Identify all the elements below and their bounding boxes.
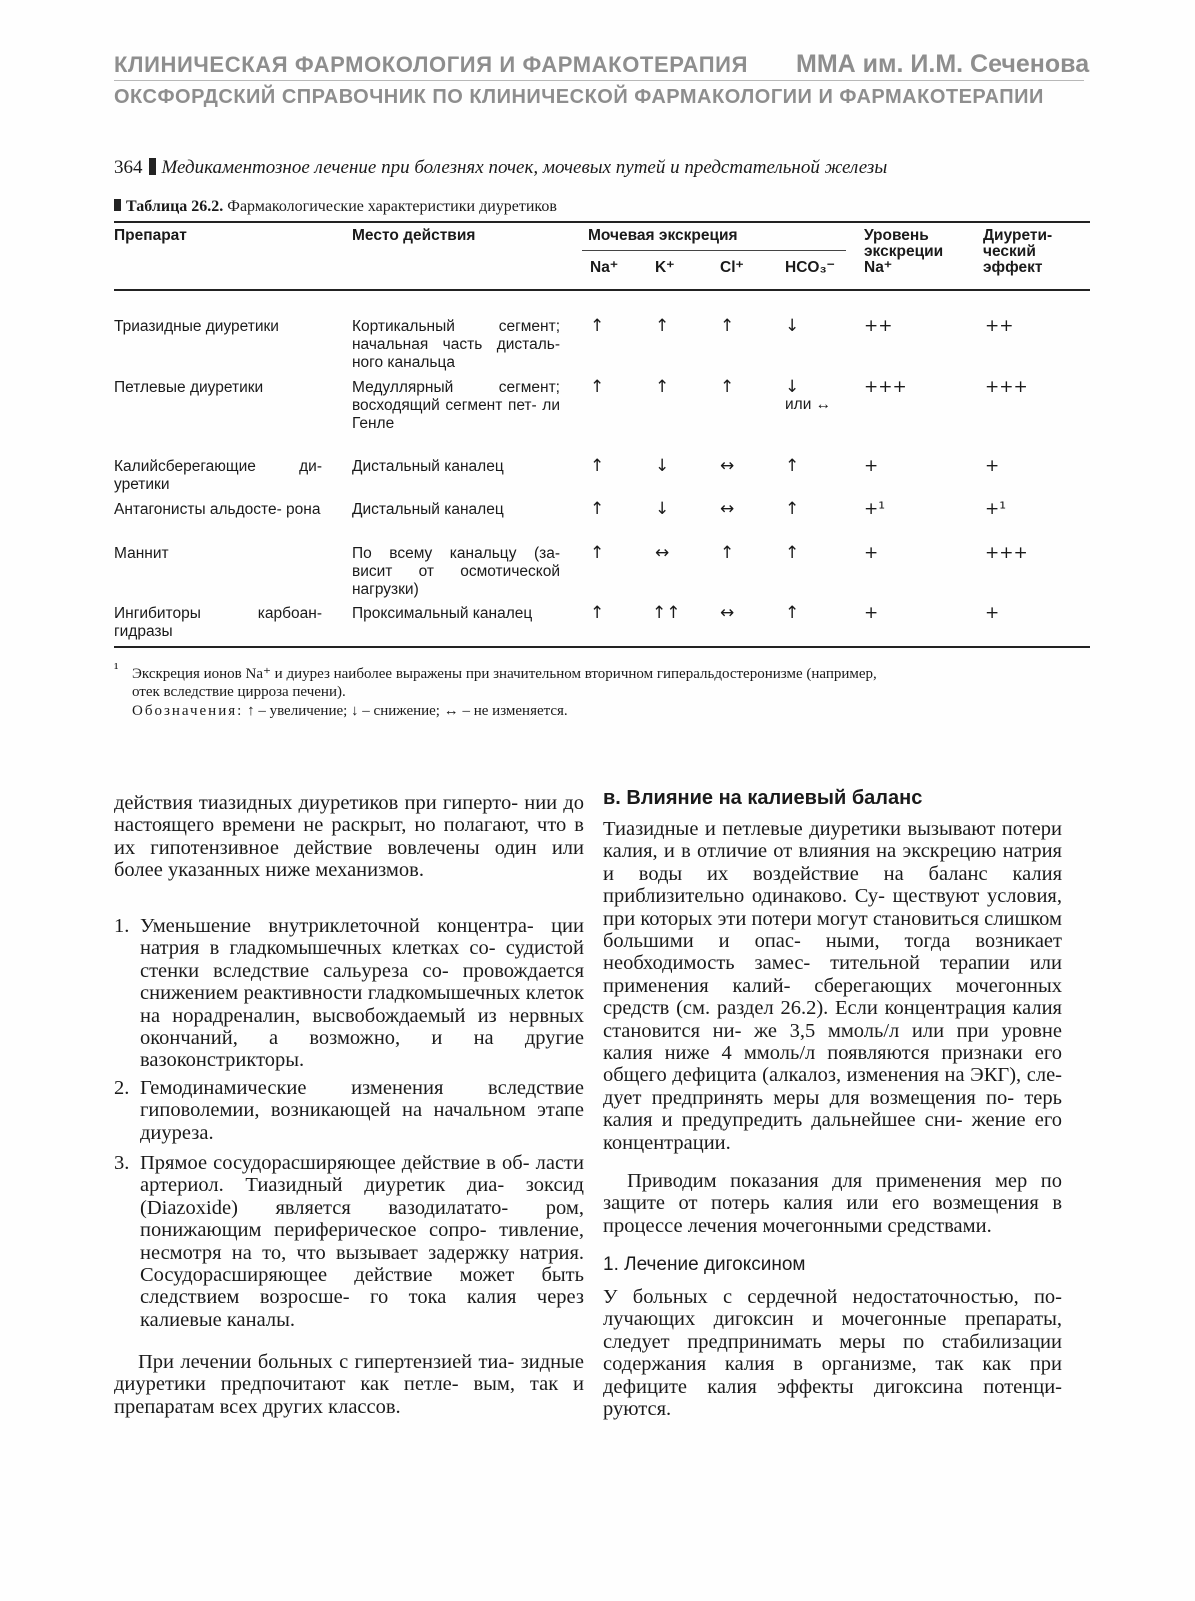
table-cell-hco3: ↑ bbox=[785, 543, 800, 563]
col-header-effect-line2: ческий bbox=[983, 243, 1036, 260]
col-header-level-line1: Уровень bbox=[864, 227, 929, 244]
header-divider bbox=[114, 80, 1084, 81]
table-cell-effect: +++ bbox=[985, 377, 1028, 397]
item-number: 3. bbox=[114, 1152, 130, 1174]
table-cell-cl: ↑ bbox=[720, 377, 735, 397]
table-cell-site: По всему канальцу (за- висит от осмотической нагрузки) bbox=[352, 545, 560, 598]
table-cell-drug: Маннит bbox=[114, 545, 169, 562]
table-cell-level: +¹ bbox=[864, 499, 886, 519]
left-intro-text: действия тиазидных диуретиков при гиперто- нии до настоящего времени не раскрыт, но полагают, что в их гипотензивное действие вовлечены один или более указанных ниже механизмов. bbox=[114, 792, 584, 882]
table-cell-site: Дистальный каналец bbox=[352, 501, 504, 518]
table-caption bbox=[114, 198, 557, 216]
table-top-rule bbox=[114, 221, 1090, 223]
table-cell-level: ++ bbox=[864, 316, 893, 336]
table-caption-text: Фармакологические характеристики диуретиков bbox=[227, 198, 557, 215]
table-cell-effect: + bbox=[985, 456, 1000, 476]
table-cell-hco3: ↓ bbox=[785, 377, 800, 397]
caption-marker bbox=[114, 199, 121, 211]
table-cell-cl: ↑ bbox=[720, 316, 735, 336]
table-cell-k: ↔ bbox=[655, 543, 670, 563]
table-cell-hco3: ↑ bbox=[785, 456, 800, 476]
subheading-digoxin: 1. Лечение дигоксином bbox=[603, 1254, 806, 1275]
table-header-rule bbox=[114, 289, 1090, 291]
table-cell-k: ↓ bbox=[655, 499, 670, 519]
table-cell-site: Медуллярный сегмент; восходящий сегмент пет- ли Генле bbox=[352, 379, 560, 432]
right-paragraph-1 bbox=[603, 818, 1062, 1154]
table-cell-na: ↑ bbox=[590, 377, 605, 397]
right-paragraph-3 bbox=[603, 1286, 1062, 1420]
running-head bbox=[114, 157, 887, 179]
col-header-level-line2: экскреции bbox=[864, 243, 944, 260]
right-paragraph-1-text: Тиазидные и петлевые диуретики вызывают потери калия, и в отличие от влияния на экскрецию натрия и воды их воздействие на баланс калия приблизительно одинаково. Су- ществуют условия, при которых эти потери могут становиться слишком большими и опас- ными, тогда возникает необходимость замес- тительной терапии или применения калий- сберегающих мочегонных средств (см. раздел 26.2). Если концентрация калия становится ни- же 3,5 ммоль/л или при уровне калия ниже 4 ммоль/л появляются признаки его общего дефицита (алкалоз, изменения на ЭКГ), сле- дует предпринять меры для возмещения по- терь калия и предупредить дальнейшее сни- жение его концентрации. bbox=[603, 818, 1062, 1154]
col-header-cl: Cl⁺ bbox=[720, 259, 744, 276]
table-cell-hco3: ↑ bbox=[785, 499, 800, 519]
col-header-drug: Препарат bbox=[114, 227, 187, 244]
table-cell-na: ↑ bbox=[590, 603, 605, 623]
table-cell-na: ↑ bbox=[590, 499, 605, 519]
table-cell-drug: Триазидные диуретики bbox=[114, 318, 279, 335]
table-cell-hco3: ↓ bbox=[785, 316, 800, 336]
header-title-right: ММА им. И.М. Сеченова bbox=[796, 50, 1090, 78]
table-cell-effect: ++ bbox=[985, 316, 1014, 336]
item-text: Гемодинамические изменения вследствие гиповолемии, возникающей на начальном этапе диуреза. bbox=[140, 1077, 584, 1144]
header-title-left: КЛИНИЧЕСКАЯ ФАРМОКОЛОГИЯ И ФАРМАКОТЕРАПИЯ bbox=[114, 52, 748, 77]
right-paragraph-2-text: Приводим показания для применения мер по защите от потерь калия или его возмещения в процессе лечения мочегонными средствами. bbox=[603, 1170, 1062, 1237]
col-header-effect-line1: Диурети- bbox=[983, 227, 1053, 244]
footnote-line2: отек вследствие цирроза печени). bbox=[132, 684, 346, 700]
table-cell-level: + bbox=[864, 603, 879, 623]
col-header-effect-line3: эффект bbox=[983, 259, 1043, 276]
table-cell-na: ↑ bbox=[590, 316, 605, 336]
table-cell-drug: Ингибиторы карбоан- гидразы bbox=[114, 605, 322, 640]
left-closing-paragraph bbox=[114, 1351, 584, 1418]
item-number: 1. bbox=[114, 915, 130, 937]
col-header-hco3: HCO₃⁻ bbox=[785, 259, 835, 276]
footnote-line1: Экскреция ионов Na⁺ и диурез наиболее выражены при значительном вторичном гиперальдостеронизме (например, bbox=[132, 666, 877, 682]
right-paragraph-3-text: У больных с сердечной недостаточностью, по- лучающих дигоксин и мочегонные препараты, следует предпринимать меры по стабилизации содержания калия в организме, так как при дефиците калия эффекты дигоксина потенци- руются. bbox=[603, 1286, 1062, 1421]
running-head-title: Медикаментозное лечение при болезнях почек, мочевых путей и предстательной железы bbox=[161, 157, 888, 178]
left-closing-text: При лечении больных с гипертензией тиа- зидные диуретики предпочитают как петле- вым, так и препаратам всех других классов. bbox=[114, 1351, 584, 1418]
table-cell-effect: +¹ bbox=[985, 499, 1007, 519]
table-legend bbox=[132, 703, 568, 720]
item-text: Уменьшение внутриклеточной концентра- ции натрия в гладкомышечных клетках со- судистой стенки вследствие сальуреза со- провождается снижением реактивности гладкомышечных клеток на норадреналин, высвобождаемый из нервных окончаний, а возможно, и на другие вазоконстрикторы. bbox=[140, 915, 584, 1072]
table-cell-k: ↑↑ bbox=[652, 603, 681, 623]
table-cell-site: Дистальный каналец bbox=[352, 458, 504, 475]
table-cell-k: ↑ bbox=[655, 377, 670, 397]
table-cell-cl: ↔ bbox=[720, 456, 735, 476]
section-heading-potassium: в. Влияние на калиевый баланс bbox=[603, 787, 923, 809]
col-header-effect bbox=[983, 228, 1052, 276]
footnote-mark: ¹ bbox=[114, 661, 119, 677]
table-caption-label: Таблица 26.2. bbox=[126, 198, 224, 215]
table-cell-k: ↓ bbox=[655, 456, 670, 476]
table-cell-drug: Калийсберегающие ди- уретики bbox=[114, 458, 322, 493]
col-header-level bbox=[864, 228, 943, 276]
left-intro-paragraph bbox=[114, 792, 584, 882]
table-cell-level: + bbox=[864, 543, 879, 563]
item-text: Прямое сосудорасширяющее действие в об- ласти артериол. Тиазидный диуретик диа- зоксид (Diazoxide) является вазодилатато- ром, понижающим периферическое сопро- тивление, несмотря на то, что вызывает задержку натрия. Сосудорасширяющее действие может быть следствием возросше- го тока калия через калиевые каналы. bbox=[140, 1152, 584, 1331]
col-header-site: Место действия bbox=[352, 227, 476, 244]
table-cell-cl: ↔ bbox=[720, 499, 735, 519]
right-paragraph-2 bbox=[603, 1170, 1062, 1237]
table-cell-hco3: ↑ bbox=[785, 603, 800, 623]
col-header-k: K⁺ bbox=[655, 259, 675, 276]
table-cell-site: Проксимальный каналец bbox=[352, 605, 533, 622]
table-cell-cl: ↔ bbox=[720, 603, 735, 623]
col-header-level-line3: Na⁺ bbox=[864, 259, 892, 276]
table-cell-drug: Петлевые диуретики bbox=[114, 379, 264, 396]
table-bottom-rule bbox=[114, 646, 1090, 648]
table-cell-hco3-alt: или ↔ bbox=[785, 396, 832, 413]
table-cell-drug: Антагонисты альдосте- рона bbox=[114, 501, 321, 518]
table-cell-na: ↑ bbox=[590, 543, 605, 563]
page-number: 364 bbox=[114, 157, 143, 178]
table-cell-cl: ↑ bbox=[720, 543, 735, 563]
table-cell-na: ↑ bbox=[590, 456, 605, 476]
legend-label: Обозначения: bbox=[132, 703, 244, 719]
col-header-excretion: Мочевая экскреция bbox=[588, 227, 738, 244]
legend-text: ↑ – увеличение; ↓ – снижение; ↔ – не изменяется. bbox=[247, 703, 568, 719]
table-subheader-rule bbox=[582, 250, 846, 251]
table-cell-level: + bbox=[864, 456, 879, 476]
col-header-na: Na⁺ bbox=[590, 259, 618, 276]
table-cell-site: Кортикальный сегмент; начальная часть дисталь- ного канальца bbox=[352, 318, 560, 371]
header-subtitle: ОКСФОРДСКИЙ СПРАВОЧНИК ПО КЛИНИЧЕСКОЙ ФАРМАКОЛОГИИ И ФАРМАКОТЕРАПИИ bbox=[114, 86, 1044, 108]
table-cell-k: ↑ bbox=[655, 316, 670, 336]
table-cell-effect: +++ bbox=[985, 543, 1028, 563]
table-cell-level: +++ bbox=[864, 377, 907, 397]
table-cell-effect: + bbox=[985, 603, 1000, 623]
running-head-marker bbox=[149, 158, 156, 175]
item-number: 2. bbox=[114, 1077, 130, 1099]
